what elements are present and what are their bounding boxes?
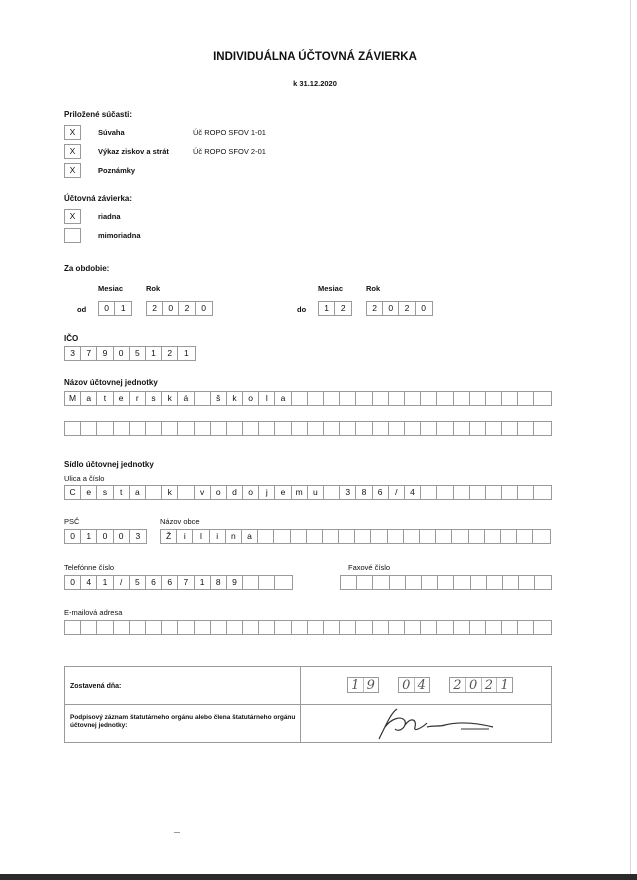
char-cell[interactable]: 1	[97, 576, 113, 589]
char-cell[interactable]: 0	[383, 302, 399, 315]
char-cell[interactable]	[259, 621, 275, 634]
char-cell[interactable]	[534, 486, 550, 499]
char-cell[interactable]: 9	[97, 347, 113, 360]
char-cell[interactable]	[534, 392, 550, 405]
psc-field[interactable]	[64, 529, 147, 544]
char-cell[interactable]	[373, 422, 389, 435]
char-cell[interactable]: š	[211, 392, 227, 405]
char-cell[interactable]	[534, 422, 550, 435]
char-cell[interactable]	[421, 422, 437, 435]
label-mimoriadna: mimoriadna	[98, 231, 141, 240]
char-cell[interactable]: 7	[81, 347, 97, 360]
char-cell[interactable]	[355, 530, 371, 543]
char-cell[interactable]: 1	[319, 302, 335, 315]
entity-name-row1[interactable]	[64, 391, 552, 406]
char-cell[interactable]	[485, 530, 501, 543]
char-cell[interactable]	[341, 576, 357, 589]
label-vykaz: Výkaz ziskov a strát	[98, 147, 169, 156]
char-cell[interactable]: o	[243, 486, 259, 499]
char-cell[interactable]	[534, 621, 550, 634]
to-month-label: Mesiac	[318, 284, 344, 293]
char-cell[interactable]: i	[210, 530, 226, 543]
char-cell[interactable]: j	[259, 486, 275, 499]
char-cell[interactable]	[373, 576, 389, 589]
fax-label: Faxové číslo	[348, 563, 391, 572]
char-cell[interactable]	[275, 422, 291, 435]
char-cell[interactable]	[421, 486, 437, 499]
char-cell[interactable]: 0	[421, 303, 427, 313]
char-cell[interactable]	[308, 392, 324, 405]
char-cell[interactable]	[195, 392, 211, 405]
char-cell[interactable]	[308, 621, 324, 634]
to-month-field[interactable]	[318, 301, 352, 316]
scan-edge	[0, 874, 637, 880]
char-cell[interactable]	[178, 422, 194, 435]
from-year-field[interactable]	[146, 301, 213, 316]
char-cell[interactable]: 4	[405, 486, 421, 499]
char-cell[interactable]: 2	[162, 347, 178, 360]
email-label: E-mailová adresa	[64, 608, 123, 617]
char-cell[interactable]: v	[195, 486, 211, 499]
char-cell[interactable]: e	[81, 486, 97, 499]
char-cell[interactable]	[470, 621, 486, 634]
char-cell[interactable]: 6	[162, 576, 178, 589]
char-cell[interactable]: n	[226, 530, 242, 543]
char-cell[interactable]	[405, 422, 421, 435]
char-cell[interactable]: 3	[65, 347, 81, 360]
checkbox-suvaha[interactable]: X	[64, 125, 81, 140]
ico-field[interactable]	[64, 346, 196, 361]
char-cell[interactable]: 0	[99, 302, 115, 315]
char-cell[interactable]	[454, 422, 470, 435]
char-cell[interactable]	[517, 530, 533, 543]
char-cell[interactable]	[275, 576, 291, 589]
street-field[interactable]	[64, 485, 552, 500]
from-month-label: Mesiac	[98, 284, 124, 293]
char-cell[interactable]	[535, 576, 551, 589]
char-cell[interactable]	[533, 530, 549, 543]
char-cell[interactable]	[340, 422, 356, 435]
checkbox-riadna[interactable]: X	[64, 209, 81, 224]
char-cell[interactable]	[486, 422, 502, 435]
label-riadna: riadna	[98, 212, 121, 221]
char-cell[interactable]	[389, 422, 405, 435]
char-cell[interactable]	[502, 621, 518, 634]
char-cell[interactable]	[438, 576, 454, 589]
period-heading: Za obdobie:	[64, 264, 110, 273]
char-cell[interactable]	[114, 422, 130, 435]
char-cell[interactable]: 5	[130, 347, 146, 360]
char-cell[interactable]	[81, 422, 97, 435]
char-cell[interactable]	[243, 621, 259, 634]
char-cell[interactable]: e	[275, 486, 291, 499]
char-cell[interactable]	[162, 621, 178, 634]
char-cell[interactable]: l	[193, 530, 209, 543]
char-cell[interactable]	[130, 621, 146, 634]
char-cell[interactable]: 0	[201, 303, 207, 313]
char-cell[interactable]: o	[211, 486, 227, 499]
statement-type-heading: Účtovná závierka:	[64, 194, 133, 203]
char-cell[interactable]: 3	[135, 531, 141, 541]
char-cell[interactable]: 0	[114, 347, 130, 360]
city-field[interactable]	[160, 529, 551, 544]
char-cell[interactable]: á	[178, 392, 194, 405]
char-cell[interactable]	[146, 422, 162, 435]
char-cell[interactable]	[437, 621, 453, 634]
char-cell[interactable]	[486, 392, 502, 405]
char-cell[interactable]: 0	[163, 302, 179, 315]
handwritten-digit: 4	[414, 678, 430, 692]
char-cell[interactable]: 4	[81, 576, 97, 589]
char-cell[interactable]	[373, 621, 389, 634]
handwritten-digit: 0	[402, 678, 411, 693]
char-cell[interactable]: 9	[227, 576, 243, 589]
handwritten-digit: 1	[351, 678, 360, 693]
char-cell[interactable]: a	[81, 392, 97, 405]
char-cell[interactable]: 1	[81, 530, 97, 543]
char-cell[interactable]	[404, 530, 420, 543]
char-cell[interactable]: s	[97, 486, 113, 499]
char-cell[interactable]	[292, 621, 308, 634]
char-cell[interactable]	[243, 576, 259, 589]
char-cell[interactable]	[357, 576, 373, 589]
char-cell[interactable]	[452, 530, 468, 543]
char-cell[interactable]: u	[308, 486, 324, 499]
char-cell[interactable]	[65, 621, 81, 634]
char-cell[interactable]	[356, 621, 372, 634]
code-vykaz: Úč ROPO SFOV 2-01	[193, 147, 266, 156]
char-cell[interactable]: d	[227, 486, 243, 499]
char-cell[interactable]	[420, 530, 436, 543]
char-cell[interactable]	[470, 422, 486, 435]
char-cell[interactable]	[470, 486, 486, 499]
char-cell[interactable]: 0	[97, 530, 113, 543]
handwritten-digit: 2	[481, 678, 497, 692]
char-cell[interactable]: e	[114, 392, 130, 405]
char-cell[interactable]: a	[242, 530, 258, 543]
char-cell[interactable]	[501, 530, 517, 543]
char-cell[interactable]: 1	[146, 347, 162, 360]
form-title: INDIVIDUÁLNA ÚČTOVNÁ ZÁVIERKA	[213, 51, 417, 63]
char-cell[interactable]	[437, 486, 453, 499]
fax-field[interactable]	[340, 575, 552, 590]
char-cell[interactable]	[307, 530, 323, 543]
char-cell[interactable]	[454, 576, 470, 589]
char-cell[interactable]	[323, 530, 339, 543]
char-cell[interactable]	[406, 576, 422, 589]
char-cell[interactable]	[114, 621, 130, 634]
char-cell[interactable]	[502, 422, 518, 435]
char-cell[interactable]	[437, 422, 453, 435]
char-cell[interactable]: 8	[356, 486, 372, 499]
to-year-field[interactable]	[366, 301, 433, 316]
char-cell[interactable]	[97, 422, 113, 435]
label-suvaha: Súvaha	[98, 128, 125, 137]
char-cell[interactable]	[422, 576, 438, 589]
checkbox-poznamky[interactable]: X	[64, 163, 81, 178]
char-cell[interactable]	[518, 486, 534, 499]
city-label: Názov obce	[160, 517, 200, 526]
char-cell[interactable]: a	[275, 392, 291, 405]
address-heading: Sídlo účtovnej jednotky	[64, 460, 154, 469]
char-cell[interactable]: 0	[65, 530, 81, 543]
char-cell[interactable]	[324, 392, 340, 405]
char-cell[interactable]: m	[292, 486, 308, 499]
char-cell[interactable]	[339, 530, 355, 543]
char-cell[interactable]: 6	[373, 486, 389, 499]
char-cell[interactable]	[324, 422, 340, 435]
char-cell[interactable]: Ž	[161, 530, 177, 543]
char-cell[interactable]: l	[259, 392, 275, 405]
phone-field[interactable]	[64, 575, 293, 590]
compiled-day-field[interactable]	[347, 677, 379, 693]
psc-label: PSČ	[64, 517, 80, 526]
char-cell[interactable]: t	[97, 392, 113, 405]
char-cell[interactable]: /	[389, 486, 405, 499]
char-cell[interactable]: k	[162, 486, 178, 499]
from-month-field[interactable]	[98, 301, 132, 316]
char-cell[interactable]	[356, 392, 372, 405]
char-cell[interactable]: 0	[65, 576, 81, 589]
char-cell[interactable]	[243, 422, 259, 435]
char-cell[interactable]	[389, 392, 405, 405]
char-cell[interactable]	[454, 621, 470, 634]
char-cell[interactable]	[503, 576, 519, 589]
char-cell[interactable]	[470, 392, 486, 405]
char-cell[interactable]: 5	[130, 576, 146, 589]
char-cell[interactable]	[65, 422, 81, 435]
char-cell[interactable]	[454, 486, 470, 499]
attachments-heading: Priložené súčasti:	[64, 110, 133, 119]
char-cell[interactable]	[469, 530, 485, 543]
char-cell[interactable]	[324, 486, 340, 499]
handwritten-digit: 9	[363, 678, 379, 692]
char-cell[interactable]	[486, 486, 502, 499]
char-cell[interactable]: s	[146, 392, 162, 405]
char-cell[interactable]	[259, 576, 275, 589]
email-field[interactable]	[64, 620, 552, 635]
signature-label-1: Podpisový záznam štatutárneho orgánu alebo člena štatutárneho orgánu	[70, 714, 296, 721]
handwritten-digit: 0	[465, 678, 481, 692]
char-cell[interactable]: 1	[120, 303, 126, 313]
char-cell[interactable]	[487, 576, 503, 589]
char-cell[interactable]: C	[65, 486, 81, 499]
compiled-month-field[interactable]	[398, 677, 430, 693]
char-cell[interactable]: a	[130, 486, 146, 499]
char-cell[interactable]: 1	[195, 576, 211, 589]
char-cell[interactable]	[340, 621, 356, 634]
compiled-label: Zostavená dňa:	[70, 683, 122, 690]
char-cell[interactable]	[486, 621, 502, 634]
signature-image	[365, 705, 505, 743]
char-cell[interactable]	[324, 621, 340, 634]
from-label: od	[77, 305, 87, 314]
char-cell[interactable]: 2	[399, 302, 415, 315]
char-cell[interactable]	[178, 621, 194, 634]
char-cell[interactable]	[518, 422, 534, 435]
char-cell[interactable]: k	[162, 392, 178, 405]
form-date: k 31.12.2020	[293, 79, 337, 88]
entity-name-label: Názov účtovnej jednotky	[64, 378, 158, 387]
char-cell[interactable]	[227, 422, 243, 435]
char-cell[interactable]	[502, 486, 518, 499]
char-cell[interactable]	[195, 621, 211, 634]
to-label: do	[297, 305, 307, 314]
signature-section	[64, 666, 552, 743]
char-cell[interactable]	[81, 621, 97, 634]
char-cell[interactable]	[259, 422, 275, 435]
char-cell[interactable]: i	[177, 530, 193, 543]
char-cell[interactable]	[227, 621, 243, 634]
char-cell[interactable]	[437, 392, 453, 405]
char-cell[interactable]: 2	[340, 303, 346, 313]
char-cell[interactable]	[146, 621, 162, 634]
char-cell[interactable]: r	[130, 392, 146, 405]
char-cell[interactable]	[436, 530, 452, 543]
char-cell[interactable]	[162, 422, 178, 435]
label-poznamky: Poznámky	[98, 166, 136, 175]
char-cell[interactable]	[421, 621, 437, 634]
char-cell[interactable]: 8	[211, 576, 227, 589]
char-cell[interactable]	[390, 576, 406, 589]
char-cell[interactable]: k	[227, 392, 243, 405]
char-cell[interactable]: 1	[184, 348, 189, 358]
char-cell[interactable]	[291, 530, 307, 543]
char-cell[interactable]	[405, 392, 421, 405]
char-cell[interactable]: o	[243, 392, 259, 405]
char-cell[interactable]	[421, 392, 437, 405]
char-cell[interactable]	[373, 392, 389, 405]
char-cell[interactable]	[356, 422, 372, 435]
to-year-label: Rok	[366, 284, 381, 293]
char-cell[interactable]	[502, 392, 518, 405]
char-cell[interactable]	[454, 392, 470, 405]
char-cell[interactable]	[211, 422, 227, 435]
char-cell[interactable]: 2	[179, 302, 195, 315]
signature-label-2: účtovnej jednotky:	[70, 722, 128, 729]
char-cell[interactable]	[258, 530, 274, 543]
entity-name-row2[interactable]	[64, 421, 552, 436]
phone-label: Telefónne číslo	[64, 563, 115, 572]
char-cell[interactable]	[292, 422, 308, 435]
char-cell[interactable]	[195, 422, 211, 435]
char-cell[interactable]: M	[65, 392, 81, 405]
char-cell[interactable]	[371, 530, 387, 543]
char-cell[interactable]	[388, 530, 404, 543]
char-cell[interactable]: 0	[114, 530, 130, 543]
char-cell[interactable]: 6	[146, 576, 162, 589]
char-cell[interactable]	[471, 576, 487, 589]
code-suvaha: Úč ROPO SFOV 1-01	[193, 128, 266, 137]
char-cell[interactable]	[292, 392, 308, 405]
street-label: Ulica a číslo	[64, 474, 105, 483]
char-cell[interactable]	[178, 486, 194, 499]
char-cell[interactable]	[146, 486, 162, 499]
char-cell[interactable]	[130, 422, 146, 435]
char-cell[interactable]: 2	[147, 302, 163, 315]
char-cell[interactable]	[211, 621, 227, 634]
char-cell[interactable]	[518, 392, 534, 405]
char-cell[interactable]: 3	[340, 486, 356, 499]
char-cell[interactable]	[389, 621, 405, 634]
char-cell[interactable]: t	[114, 486, 130, 499]
handwritten-digit: 1	[496, 678, 512, 692]
char-cell[interactable]	[308, 422, 324, 435]
ico-label: IČO	[64, 334, 79, 343]
char-cell[interactable]: /	[114, 576, 130, 589]
char-cell[interactable]	[274, 530, 290, 543]
from-year-label: Rok	[146, 284, 161, 293]
checkbox-mimoriadna[interactable]	[64, 228, 81, 243]
checkbox-vykaz[interactable]: X	[64, 144, 81, 159]
scan-mark	[174, 832, 180, 833]
char-cell[interactable]: 7	[178, 576, 194, 589]
handwritten-digit: 2	[453, 678, 462, 693]
char-cell[interactable]	[97, 621, 113, 634]
char-cell[interactable]	[275, 621, 291, 634]
compiled-year-field[interactable]	[449, 677, 513, 693]
char-cell[interactable]	[519, 576, 535, 589]
char-cell[interactable]	[340, 392, 356, 405]
char-cell[interactable]	[518, 621, 534, 634]
char-cell[interactable]	[405, 621, 421, 634]
char-cell[interactable]: 2	[367, 302, 383, 315]
